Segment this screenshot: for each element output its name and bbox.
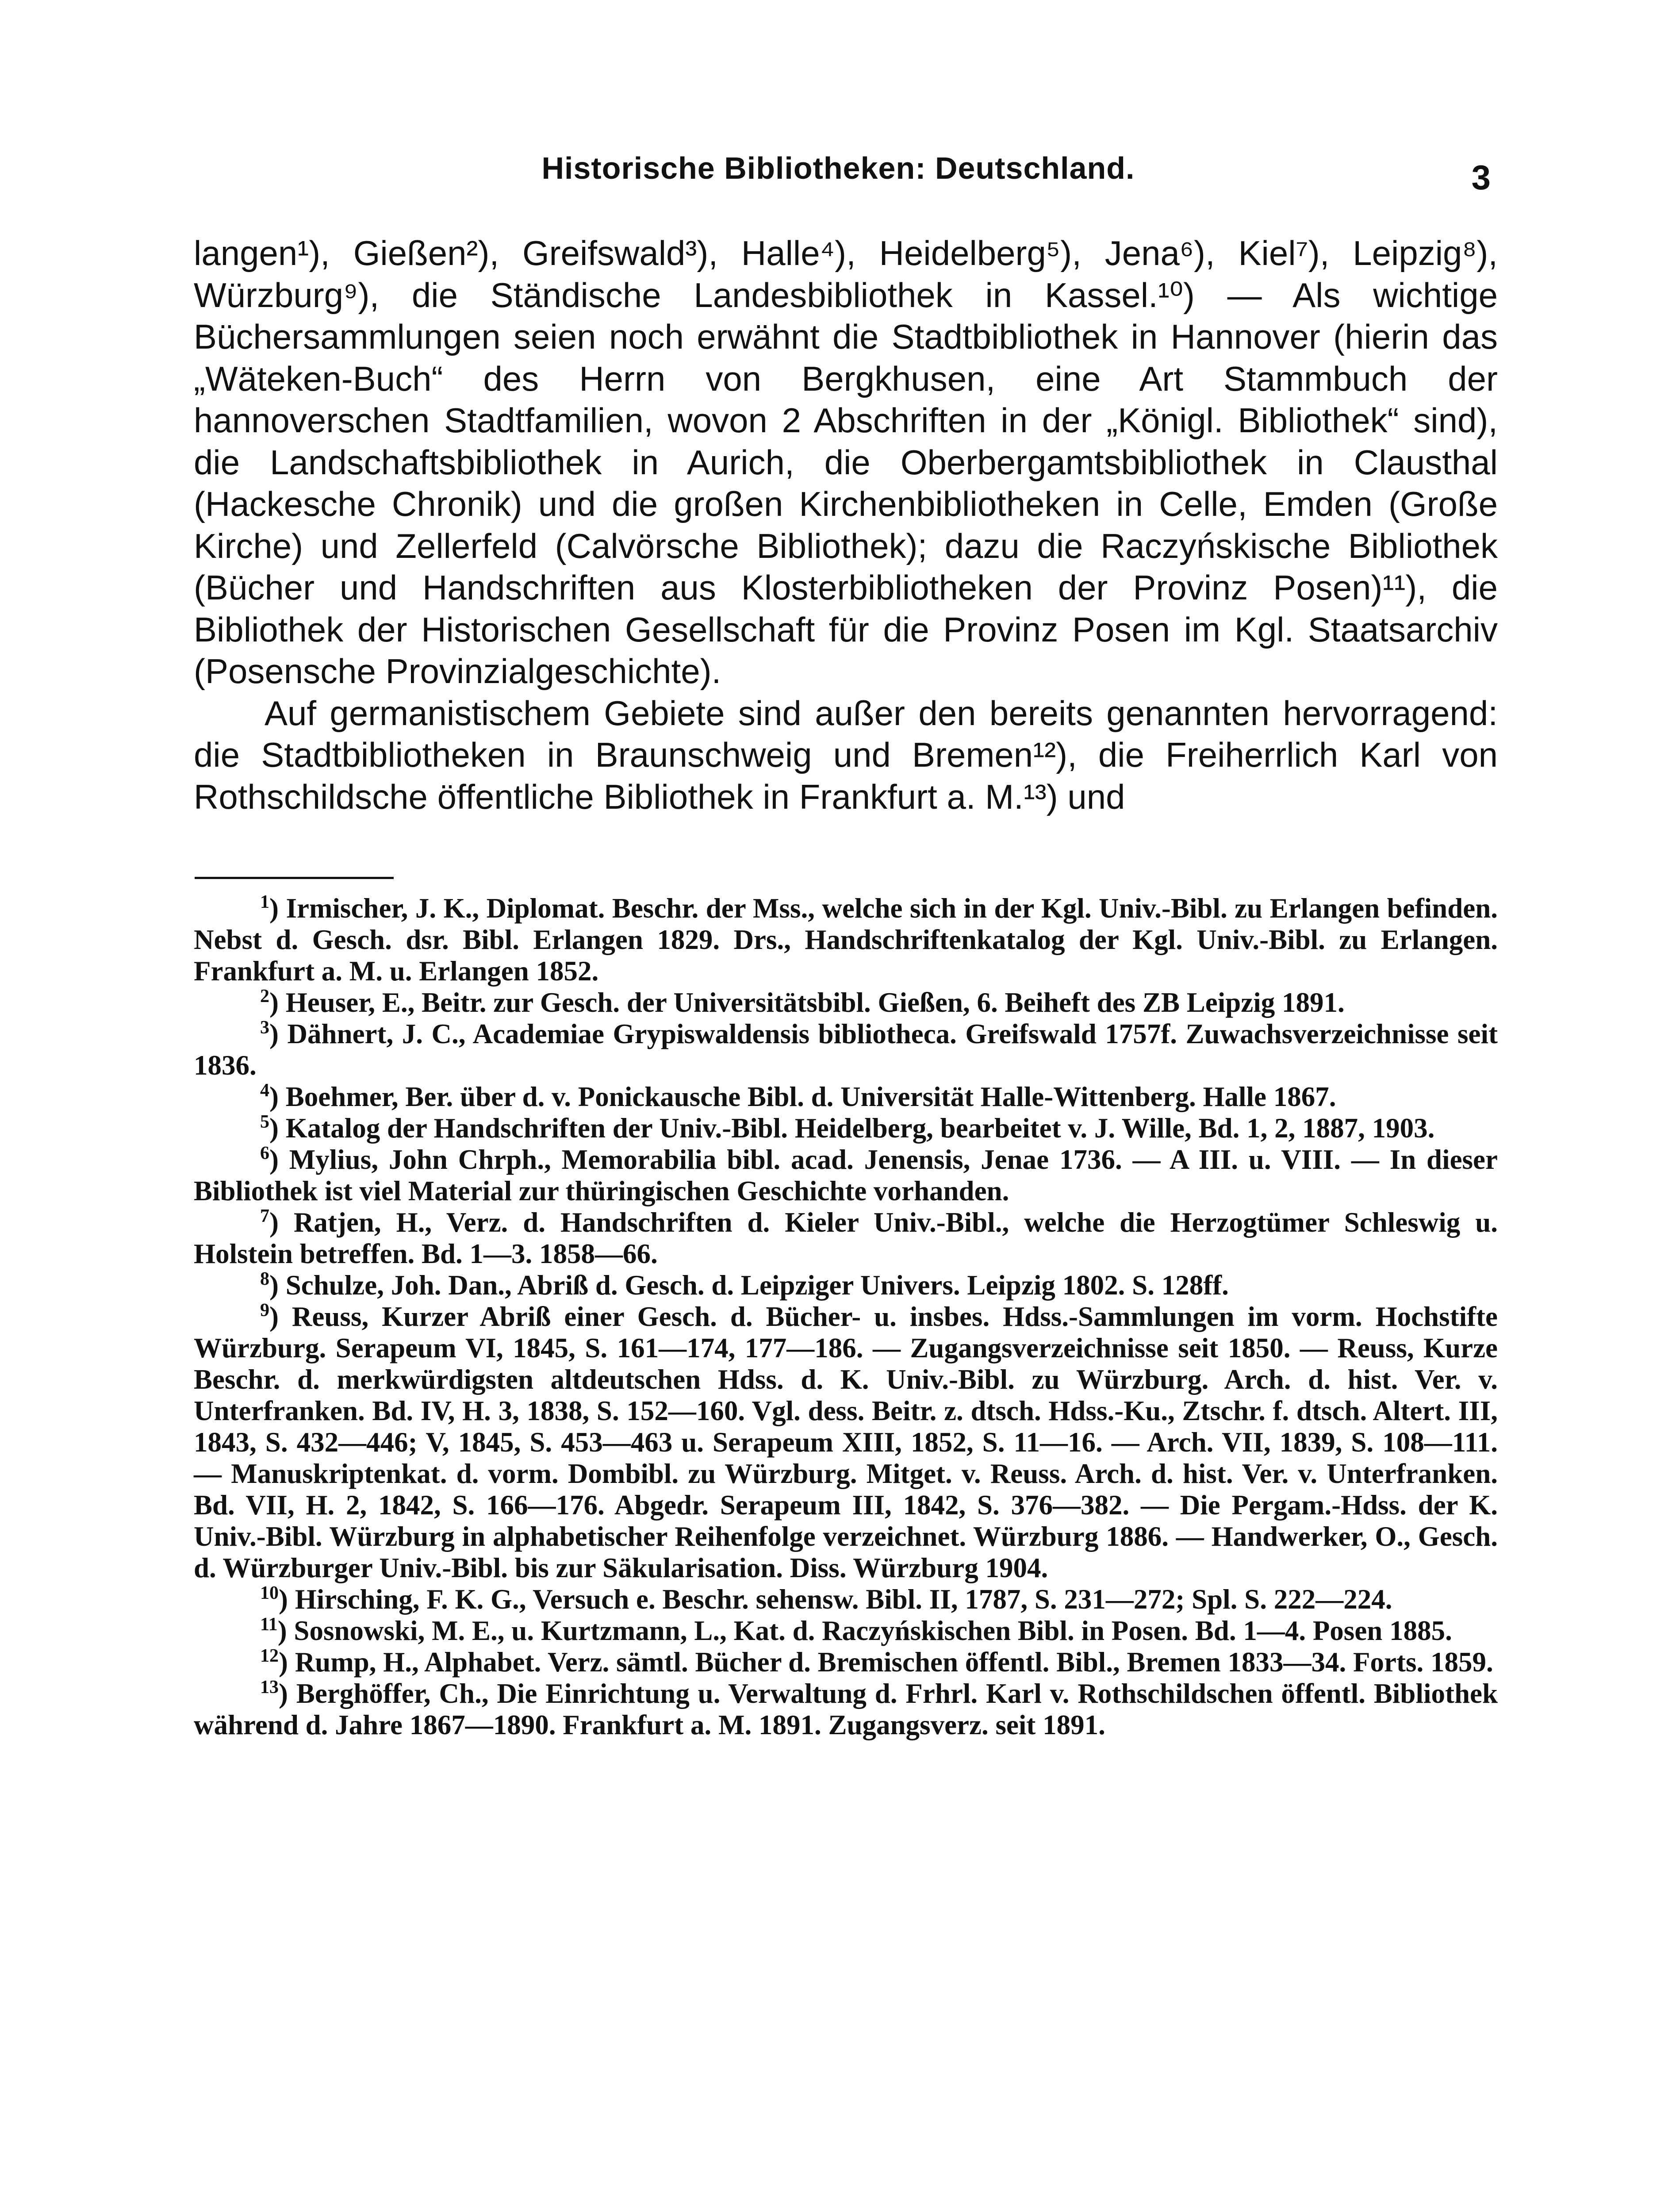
footnote-text: ) Dähnert, J. C., Academiae Grypiswaldensis bibliotheca. Greifswald 1757f. Zuwachsverzeichnisse seit 1836. [194,1018,1498,1081]
footnote-text: ) Rump, H., Alphabet. Verz. sämtl. Bücher d. Bremischen öffentl. Bibl., Bremen 1833—34. Forts. 1859. [279,1647,1493,1678]
footnote-9 [194,1301,1498,1584]
footnote-text: ) Schulze, Joh. Dan., Abriß d. Gesch. d. Leipziger Univers. Leipzig 1802. S. 128ff. [269,1270,1229,1301]
footnote-text: ) Berghöffer, Ch., Die Einrichtung u. Verwaltung d. Frhrl. Karl v. Rothschildschen öffentl. Bibliothek während d. Jahre 1867—1890. Frankfurt a. M. 1891. Zugangsverz. seit 1891. [194,1678,1498,1740]
paragraph-2: Auf germanistischem Gebiete sind außer den bereits genannten hervorragend: die Stadtbibliotheken in Braunschweig und Bremen¹²), die Freiherrlich Karl von Rothschildsche öffentliche Bibliothek in Frankfurt a. M.¹³) und [194,693,1498,816]
footnote-12 [194,1647,1498,1678]
footnote-text: ) Irmischer, J. K., Diplomat. Beschr. der Mss., welche sich in der Kgl. Univ.-Bibl. zu Erlangen befinden. Nebst d. Gesch. dsr. Bibl. Erlangen 1829. Drs., Handschriftenkatalog der Kgl. Univ.-Bibl. zu Erlangen. Frankfurt a. M. u. Erlangen 1852. [194,893,1498,987]
footnote-number: 8 [260,1269,269,1289]
footnote-6 [194,1144,1498,1207]
footnote-4 [194,1081,1498,1113]
footnote-number: 5 [260,1112,269,1132]
footnote-11 [194,1615,1498,1647]
page-header [186,150,1491,204]
footnote-number: 2 [260,986,269,1006]
paragraph-1: langen¹), Gießen²), Greifswald³), Halle⁴), Heidelberg⁵), Jena⁶), Kiel⁷), Leipzig⁸), Würzburg⁹), die Ständische Landesbibliothek in Kassel.¹⁰) — Als wichtige Büchersammlungen seien noch erwähnt die Stadtbibliothek in Hannover (hierin das „Wäteken-Buch“ des Herrn von Bergkhusen, eine Art Stammbuch der hannoverschen Stadtfamilien, wovon 2 Abschriften in der „Königl. Bibliothek“ sind), die Landschaftsbibliothek in Aurich, die Oberbergamtsbibliothek in Clausthal (Hackesche Chronik) und die großen Kirchenbibliotheken in Celle, Emden (Große Kirche) und Zellerfeld (Calvörsche Bibliothek); dazu die Raczyńskische Bibliothek (Bücher und Handschriften aus Klosterbibliotheken der Provinz Posen)¹¹), die Bibliothek der Historischen Gesellschaft für die Provinz Posen im Kgl. Staatsarchiv (Posensche Provinzialgeschichte). [194,234,1498,691]
footnote-number: 10 [260,1583,279,1603]
footnote-number: 1 [260,892,269,912]
footnote-3 [194,1018,1498,1081]
footnote-text: ) Reuss, Kurzer Abriß einer Gesch. d. Bücher- u. insbes. Hdss.-Sammlungen im vorm. Hochstifte Würzburg. Serapeum VI, 1845, S. 161—174, 177—186. — Zugangsverzeichnisse seit 1850. — Reuss, Kurze Beschr. d. merkwürdigsten altdeutschen Hdss. d. K. Univ.-Bibl. zu Würzburg. Arch. d. hist. Ver. v. Unterfranken. Bd. IV, H. 3, 1838, S. 152—160. Vgl. dess. Beitr. z. dtsch. Hdss.-Ku., Ztschr. f. dtsch. Altert. III, 1843, S. 432—446; V, 1845, S. 453—463 u. Serapeum XIII, 1852, S. 11—16. — Arch. VII, 1839, S. 108—111. — Manuskriptenkat. d. vorm. Dombibl. zu Würzburg. Mitget. v. Reuss. Arch. d. hist. Ver. v. Unterfranken. Bd. VII, H. 2, 1842, S. 166—176. Abgedr. Serapeum III, 1842, S. 376—382. — Die Pergam.-Hdss. der K. Univ.-Bibl. Würzburg in alphabetischer Reihenfolge verzeichnet. Würzburg 1886. — Handwerker, O., Gesch. d. Würzburger Univ.-Bibl. bis zur Säkularisation. Diss. Würzburg 1904. [194,1301,1498,1583]
footnote-separator [195,877,394,879]
footnote-number: 12 [260,1646,279,1666]
footnote-8 [194,1270,1498,1301]
footnote-2 [194,987,1498,1018]
footnote-13 [194,1678,1498,1741]
footnote-number: 3 [260,1018,269,1038]
footnote-1 [194,893,1498,987]
footnote-text: ) Boehmer, Ber. über d. v. Ponickausche Bibl. d. Universität Halle-Wittenberg. Halle 1867. [269,1081,1336,1112]
footnote-number: 4 [260,1080,269,1101]
page-number: 3 [1471,158,1491,197]
footnote-number: 7 [260,1206,269,1226]
footnote-5 [194,1113,1498,1144]
footnote-number: 11 [260,1614,278,1635]
footnote-text: ) Katalog der Handschriften der Univ.-Bibl. Heidelberg, bearbeitet v. J. Wille, Bd. 1, 2, 1887, 1903. [269,1113,1435,1144]
footnote-text: ) Mylius, John Chrph., Memorabilia bibl. acad. Jenensis, Jenae 1736. — A III. u. VIII. — In dieser Bibliothek ist viel Material zur thüringischen Geschichte vorhanden. [194,1144,1498,1206]
footnote-number: 6 [260,1143,269,1164]
footnote-text: ) Sosnowski, M. E., u. Kurtzmann, L., Kat. d. Raczyńskischen Bibl. in Posen. Bd. 1—4. Posen 1885. [277,1615,1452,1646]
footnote-text: ) Hirsching, F. K. G., Versuch e. Beschr. sehensw. Bibl. II, 1787, S. 231—272; Spl. S. 222—224. [279,1584,1392,1615]
footnote-text: ) Heuser, E., Beitr. zur Gesch. der Universitätsbibl. Gießen, 6. Beiheft des ZB Leipzig 1891. [269,987,1345,1018]
footnote-number: 9 [260,1300,269,1321]
footnote-number: 13 [260,1677,279,1697]
footnote-7 [194,1207,1498,1270]
running-head: Historische Bibliotheken: Deutschland. [541,151,1135,185]
main-text [194,232,1498,818]
footnotes [194,893,1498,1741]
footnote-10 [194,1584,1498,1615]
footnote-text: ) Ratjen, H., Verz. d. Handschriften d. Kieler Univ.-Bibl., welche die Herzogtümer Schleswig u. Holstein betreffen. Bd. 1—3. 1858—66. [194,1207,1498,1269]
